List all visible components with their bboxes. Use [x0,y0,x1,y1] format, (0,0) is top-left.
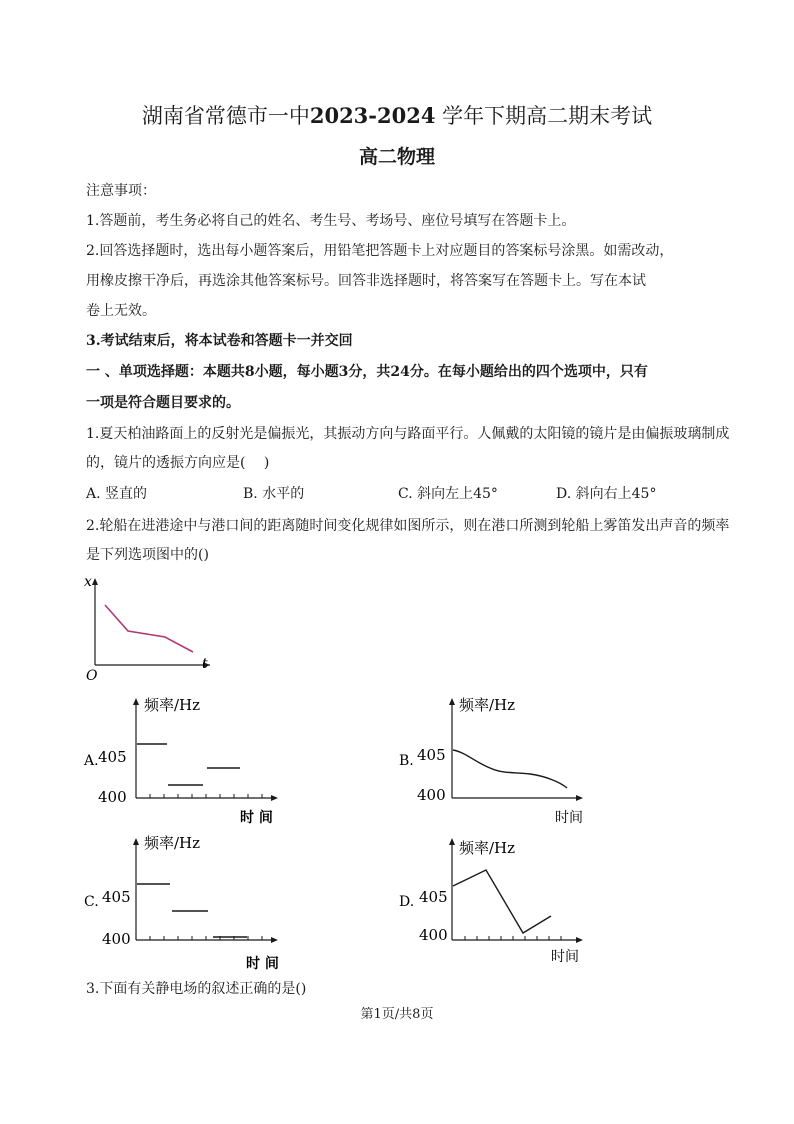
notice-item-2-line-2: 用橡皮擦干净后，再选涂其他答案标号。回答非选择题时，将答案写在答题卡上。写在本试 [86,273,646,289]
graph-c-y-label: 频率/Hz [144,834,201,852]
xt-distance-curve [105,605,193,652]
graph-c-x-arrow-icon [271,937,278,943]
exam-title [0,100,794,130]
graph-c-y-arrow-icon [133,838,139,845]
graph-b-y-arrow-icon [449,698,455,705]
xt-origin-label: O [86,668,98,684]
graph-d-time-label: 时间 [551,949,579,965]
exam-subject: 高二物理 [358,146,435,168]
q2-line-1: 2.轮船在进港途中与港口间的距离随时间变化规律如图所示，则在港口所测到轮船上雾笛发出声音的频率 [86,518,730,534]
graph-a-y-arrow-icon [133,698,139,705]
title-prefix: 湖南省常德市一中 [141,104,310,128]
notice-item-1: 1.答题前，考生务必将自己的姓名、考生号、考场号、座位号填写在答题卡上。 [86,213,576,229]
title-suffix: 学年下期高二期末考试 [435,104,653,128]
graph-c-tick-400: 400 [102,930,131,948]
title-year: 2023-2024 [309,103,436,128]
notice-item-2-line-1: 2.回答选择题时，选出每小题答案后，用铅笔把答题卡上对应题目的答案标号涂黑。如需改动， [86,243,674,259]
page-number: 第1页/共8页 [360,1007,434,1022]
q2-line-2: 是下列选项图中的() [86,547,209,563]
q1-line-1: 1.夏天柏油路面上的反射光是偏振光，其振动方向与路面平行。人佩戴的太阳镜的镜片是由偏振玻璃制成 [86,426,730,442]
notice-item-2-line-3: 卷上无效。 [86,303,156,319]
section-1-line-2: 一项是符合题目要求的。 [86,395,240,411]
graph-b-x-arrow-icon [576,795,583,801]
graph-b-curve [453,750,567,788]
graph-d-option-label[interactable]: D. [399,894,415,910]
q1-option-a[interactable]: A. 竖直的 [86,486,148,502]
graph-b-tick-400: 400 [417,786,446,804]
graph-d-y-label: 频率/Hz [459,839,516,857]
graph-a-y-label: 频率/Hz [144,696,201,714]
graph-c-tick-405: 405 [102,888,131,906]
graph-d-y-arrow-icon [449,838,455,845]
graph-d-curve [453,870,551,933]
xt-t-label: t [202,656,208,672]
notice-item-3: 3.考试结束后，将本试卷和答题卡一并交回 [86,333,353,349]
graph-c-time-label: 时 间 [246,956,279,972]
notice-heading: 注意事项： [86,183,156,199]
graph-a-tick-400: 400 [98,788,127,806]
graph-b-tick-405: 405 [417,746,446,764]
q1-option-c[interactable]: C. 斜向左上45° [398,486,498,502]
q1-line-2: 的，镜片的透振方向应是( ) [86,455,270,471]
graph-d [395,830,615,975]
graph-a-time-label: 时 间 [240,810,273,826]
graph-d-tick-400: 400 [419,926,448,944]
q1-option-d[interactable]: D. 斜向右上45° [556,486,657,502]
graph-b-option-label[interactable]: B. [399,753,414,769]
graph-d-x-arrow-icon [576,937,583,943]
xt-x-arrow-icon [92,578,98,585]
q3-line-1: 3.下面有关静电场的叙述正确的是() [86,981,307,997]
q1-option-b[interactable]: B. 水平的 [243,486,305,502]
graph-b-y-label: 频率/Hz [459,696,516,714]
graph-d-tick-405: 405 [419,888,448,906]
graph-b-time-label: 时间 [555,810,583,826]
section-1-line-1: 一 、单项选择题：本题共8小题，每小题3分，共24分。在每小题给出的四个选项中，只有 [86,364,648,380]
graph-b [395,690,615,830]
graph-a-tick-405: 405 [98,748,127,766]
graph-c-option-label[interactable]: C. [84,894,99,910]
graph-a-x-arrow-icon [271,795,278,801]
graph-c [80,830,300,975]
xt-x-label: x [84,574,92,590]
xt-graph [80,570,220,685]
graph-a-option-label[interactable]: A. [84,753,99,769]
graph-a [80,690,300,830]
